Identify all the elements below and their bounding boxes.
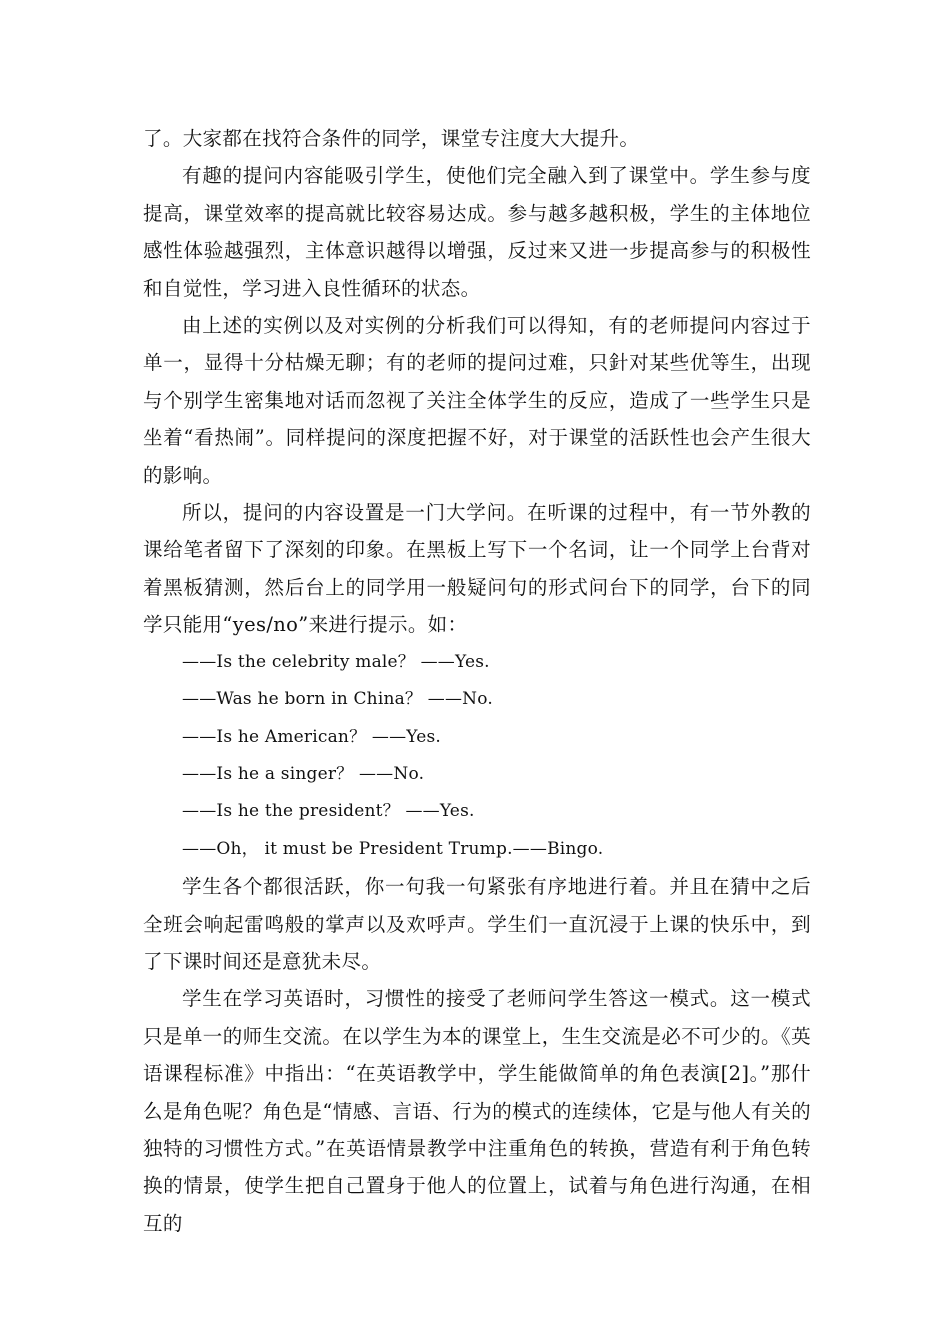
dialogue-example: [143, 644, 811, 868]
paragraph-continuation: 了。大家都在找符合条件的同学，课堂专注度大大提升。: [143, 127, 640, 150]
paragraph-role-play: 学生在学习英语时，习惯性的接受了老师问学生答这一模式。这一模式只是单一的师生交流。在以学生为本的课堂上，生生交流是必不可少的。《英语课程标准》中指出：“在英语教学中，学生能做简单的角色表演[2]。”那什么是角色呢？角色是“情感、言语、行为的模式的连续体，它是与他人有关的独特的习惯性方式。”在英语情景教学中注重角色的转换，营造有利于角色转换的情景，使学生把自己置身于他人的位置上，试着与角色进行沟通，在相互的: [143, 987, 811, 1235]
document-body: [143, 120, 811, 1242]
dialogue-line: ——Was he born in China？ ——No.: [182, 689, 493, 710]
dialogue-line: ——Is the celebrity male？ ——Yes.: [182, 651, 490, 672]
paragraph-students-active: 学生各个都很活跃，你一句我一句紧张有序地进行着。并且在猜中之后全班会响起雷鸣般的掌声以及欢呼声。学生们一直沉浸于上课的快乐中，到了下课时间还是意犹未尽。: [143, 875, 811, 973]
dialogue-line: ——Oh， it must be President Trump.——Bingo.: [182, 838, 604, 859]
paragraph-interesting-questions: 有趣的提问内容能吸引学生，使他们完全融入到了课堂中。学生参与度提高，课堂效率的提高就比较容易达成。参与越多越积极，学生的主体地位感性体验越强烈，主体意识越得以增强，反过来又进一步提高参与的积极性和自觉性，学习进入良性循环的状态。: [143, 164, 811, 300]
dialogue-line: ——Is he a singer？ ——No.: [182, 763, 425, 784]
dialogue-line: ——Is he the president？ ——Yes.: [182, 801, 475, 822]
paragraph-analysis: 由上述的实例以及对实例的分析我们可以得知，有的老师提问内容过于单一，显得十分枯燥无聊；有的老师的提问过难，只針对某些优等生，出现与个别学生密集地对话而忽视了关注全体学生的反应，造成了一些学生只是坐着“看热闹”。同样提问的深度把握不好，对于课堂的活跃性也会产生很大的影响。: [143, 314, 811, 487]
dialogue-line: ——Is he American？ ——Yes.: [182, 726, 442, 747]
paragraph-question-design: 所以，提问的内容设置是一门大学问。在听课的过程中，有一节外教的课给笔者留下了深刻的印象。在黑板上写下一个名词，让一个同学上台背对着黑板猜测，然后台上的同学用一般疑问句的形式问台下的同学，台下的同学只能用“yes/no”来进行提示。如：: [143, 501, 811, 637]
